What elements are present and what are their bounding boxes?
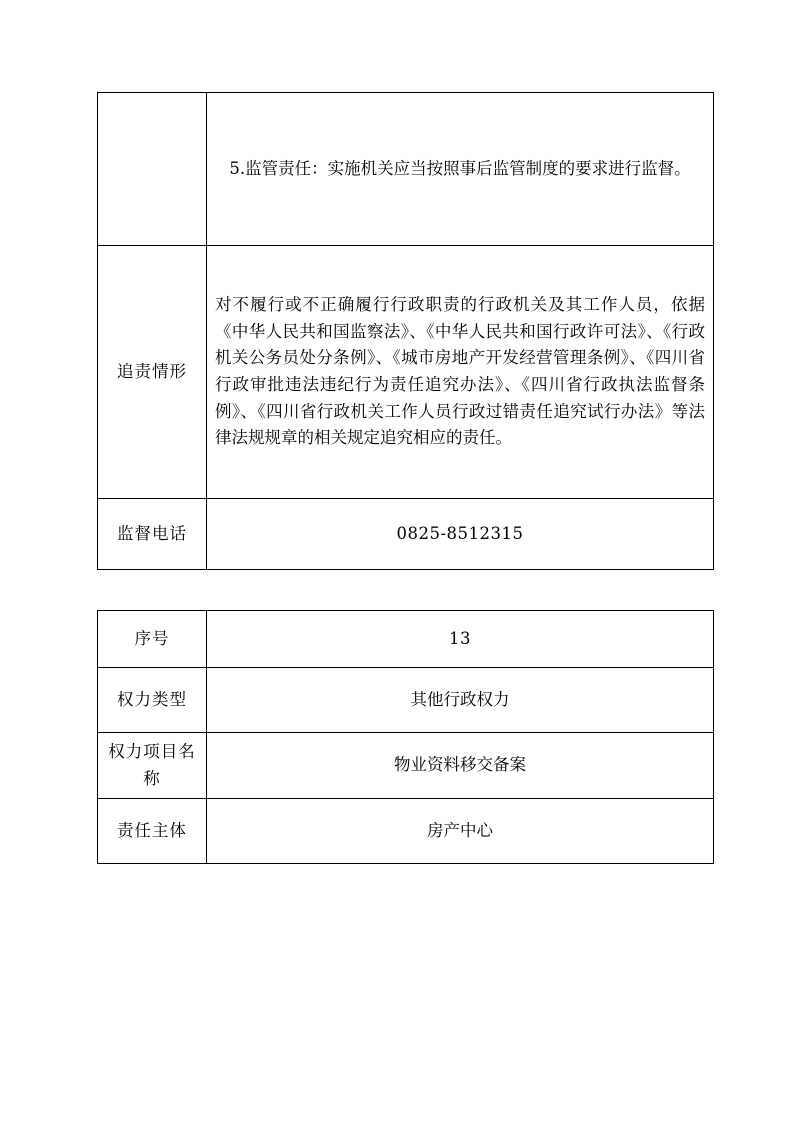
row-value-power-type: 其他行政权力 bbox=[207, 668, 714, 733]
row-label-accountability: 追责情形 bbox=[98, 246, 207, 499]
table-row bbox=[98, 733, 714, 799]
table-row bbox=[98, 668, 714, 733]
row-value-power-item-name: 物业资料移交备案 bbox=[207, 733, 714, 799]
table-row bbox=[98, 799, 714, 864]
row-value-supervision-duty: 5.监管责任：实施机关应当按照事后监管制度的要求进行监督。 bbox=[207, 93, 714, 246]
table-row bbox=[98, 93, 714, 246]
power-item-table bbox=[97, 610, 714, 864]
row-label-power-item-name: 权力项目名称 bbox=[98, 733, 207, 799]
row-label-responsible-entity: 责任主体 bbox=[98, 799, 207, 864]
table-row bbox=[98, 611, 714, 668]
row-value-responsible-entity: 房产中心 bbox=[207, 799, 714, 864]
row-value-supervision-phone: 0825-8512315 bbox=[207, 499, 714, 570]
table-row bbox=[98, 246, 714, 499]
row-label-supervision-phone: 监督电话 bbox=[98, 499, 207, 570]
row-label-serial-number: 序号 bbox=[98, 611, 207, 668]
responsibility-table bbox=[97, 92, 714, 570]
row-value-serial-number: 13 bbox=[207, 611, 714, 668]
row-label-supervision-duty bbox=[98, 93, 207, 246]
table-row bbox=[98, 499, 714, 570]
table-gap bbox=[97, 570, 696, 610]
row-value-accountability: 对不履行或不正确履行行政职责的行政机关及其工作人员，依据《中华人民共和国监察法》、《中华人民共和国行政许可法》、《行政机关公务员处分条例》、《城市房地产开发经营管理条例》、《四川省行政审批违法违纪行为责任追究办法》、《四川省行政执法监督条例》、《四川省行政机关工作人员行政过错责任追究试行办法》等法律法规规章的相关规定追究相应的责任。 bbox=[207, 246, 714, 499]
row-label-power-type: 权力类型 bbox=[98, 668, 207, 733]
